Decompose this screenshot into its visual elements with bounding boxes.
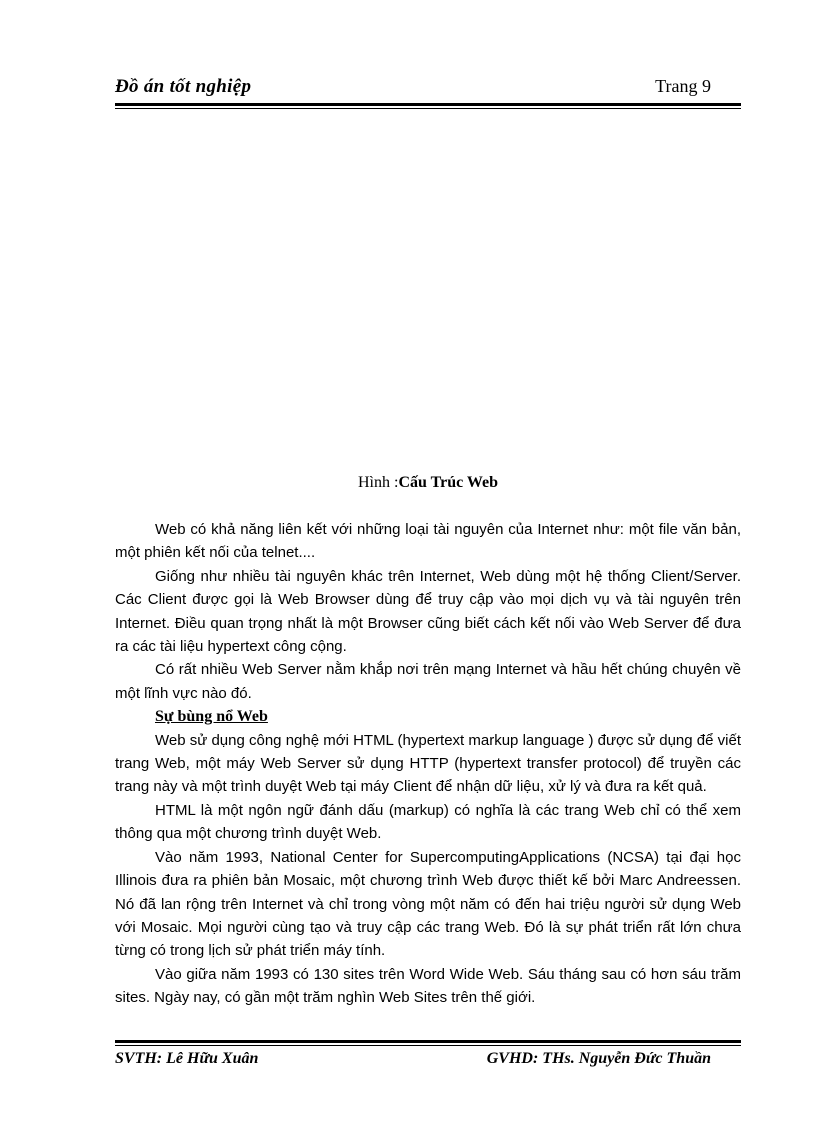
- advisor-name: GVHD: THs. Nguyễn Đức Thuần: [486, 1050, 711, 1067]
- header-rule-thin: [115, 108, 741, 109]
- footer-rule-thin: [115, 1045, 741, 1046]
- paragraph: Web có khả năng liên kết với những loại tài nguyên của Internet như: một file văn bản, một phiên kết nối của telnet....: [115, 521, 741, 562]
- header-rule-thick: [115, 103, 741, 106]
- page-footer: [115, 1050, 741, 1074]
- paragraph: Có rất nhiều Web Server nằm khắp nơi trên mạng Internet và hầu hết chúng chuyên về một lĩnh vực nào đó.: [115, 661, 741, 702]
- paragraph: Giống như nhiều tài nguyên khác trên Internet, Web dùng một hệ thống Client/Server. Các Client được gọi là Web Browser dùng để truy cập vào mọi dịch vụ và tài nguyên trên Internet. Điều quan trọng nhất là một Browser cũng biết cách kết nối vào Web Server để đưa ra các tài liệu hypertext công cộng.: [115, 567, 741, 656]
- section-heading: Sự bùng nổ Web: [155, 708, 268, 726]
- student-name: SVTH: Lê Hữu Xuân: [115, 1050, 259, 1067]
- paragraph: Vào giữa năm 1993 có 130 sites trên Word Wide Web. Sáu tháng sau có hơn sáu trăm sites. Ngày nay, có gần một trăm nghìn Web Sites trên thế giới.: [115, 965, 741, 1007]
- paragraph: Vào năm 1993, National Center for SupercomputingApplications (NCSA) tại đại học Illinois đưa ra phiên bản Mosaic, một chương trình Web được thiết kế bởi Marc Andreessen. Nó đã lan rộng trên Internet và chỉ trong vòng một năm có đến hai triệu người sử dụng Web với Mosaic. Mọi người cùng tạo và truy cập các trang Web. Đó là sự phát triển rất lớn chưa từng có trong lịch sử phát triển máy tính.: [115, 848, 741, 960]
- paragraph: HTML là một ngôn ngữ đánh dấu (markup) có nghĩa là các trang Web chỉ có thể xem thông qua một chương trình duyệt Web.: [115, 801, 741, 843]
- caption-title: Cấu Trúc Web: [398, 474, 499, 491]
- footer-rule-thick: [115, 1040, 741, 1043]
- body-text: [115, 518, 741, 1010]
- figure-placeholder: [115, 115, 741, 465]
- document-title: Đồ án tốt nghiệp: [115, 76, 252, 97]
- paragraph: Web sử dụng công nghệ mới HTML (hypertext markup language ) được sử dụng để viết trang Web, một máy Web Server sử dụng HTTP (hypertext transfer protocol) để truyền các trang này và một trình duyệt Web tại máy Client để nhận dữ liệu, xử lý và đưa ra kết quả.: [115, 731, 741, 796]
- page-header: [115, 76, 741, 102]
- figure-caption: [115, 474, 741, 492]
- caption-prefix: Hình :: [357, 474, 399, 491]
- page-number: Trang 9: [655, 76, 711, 96]
